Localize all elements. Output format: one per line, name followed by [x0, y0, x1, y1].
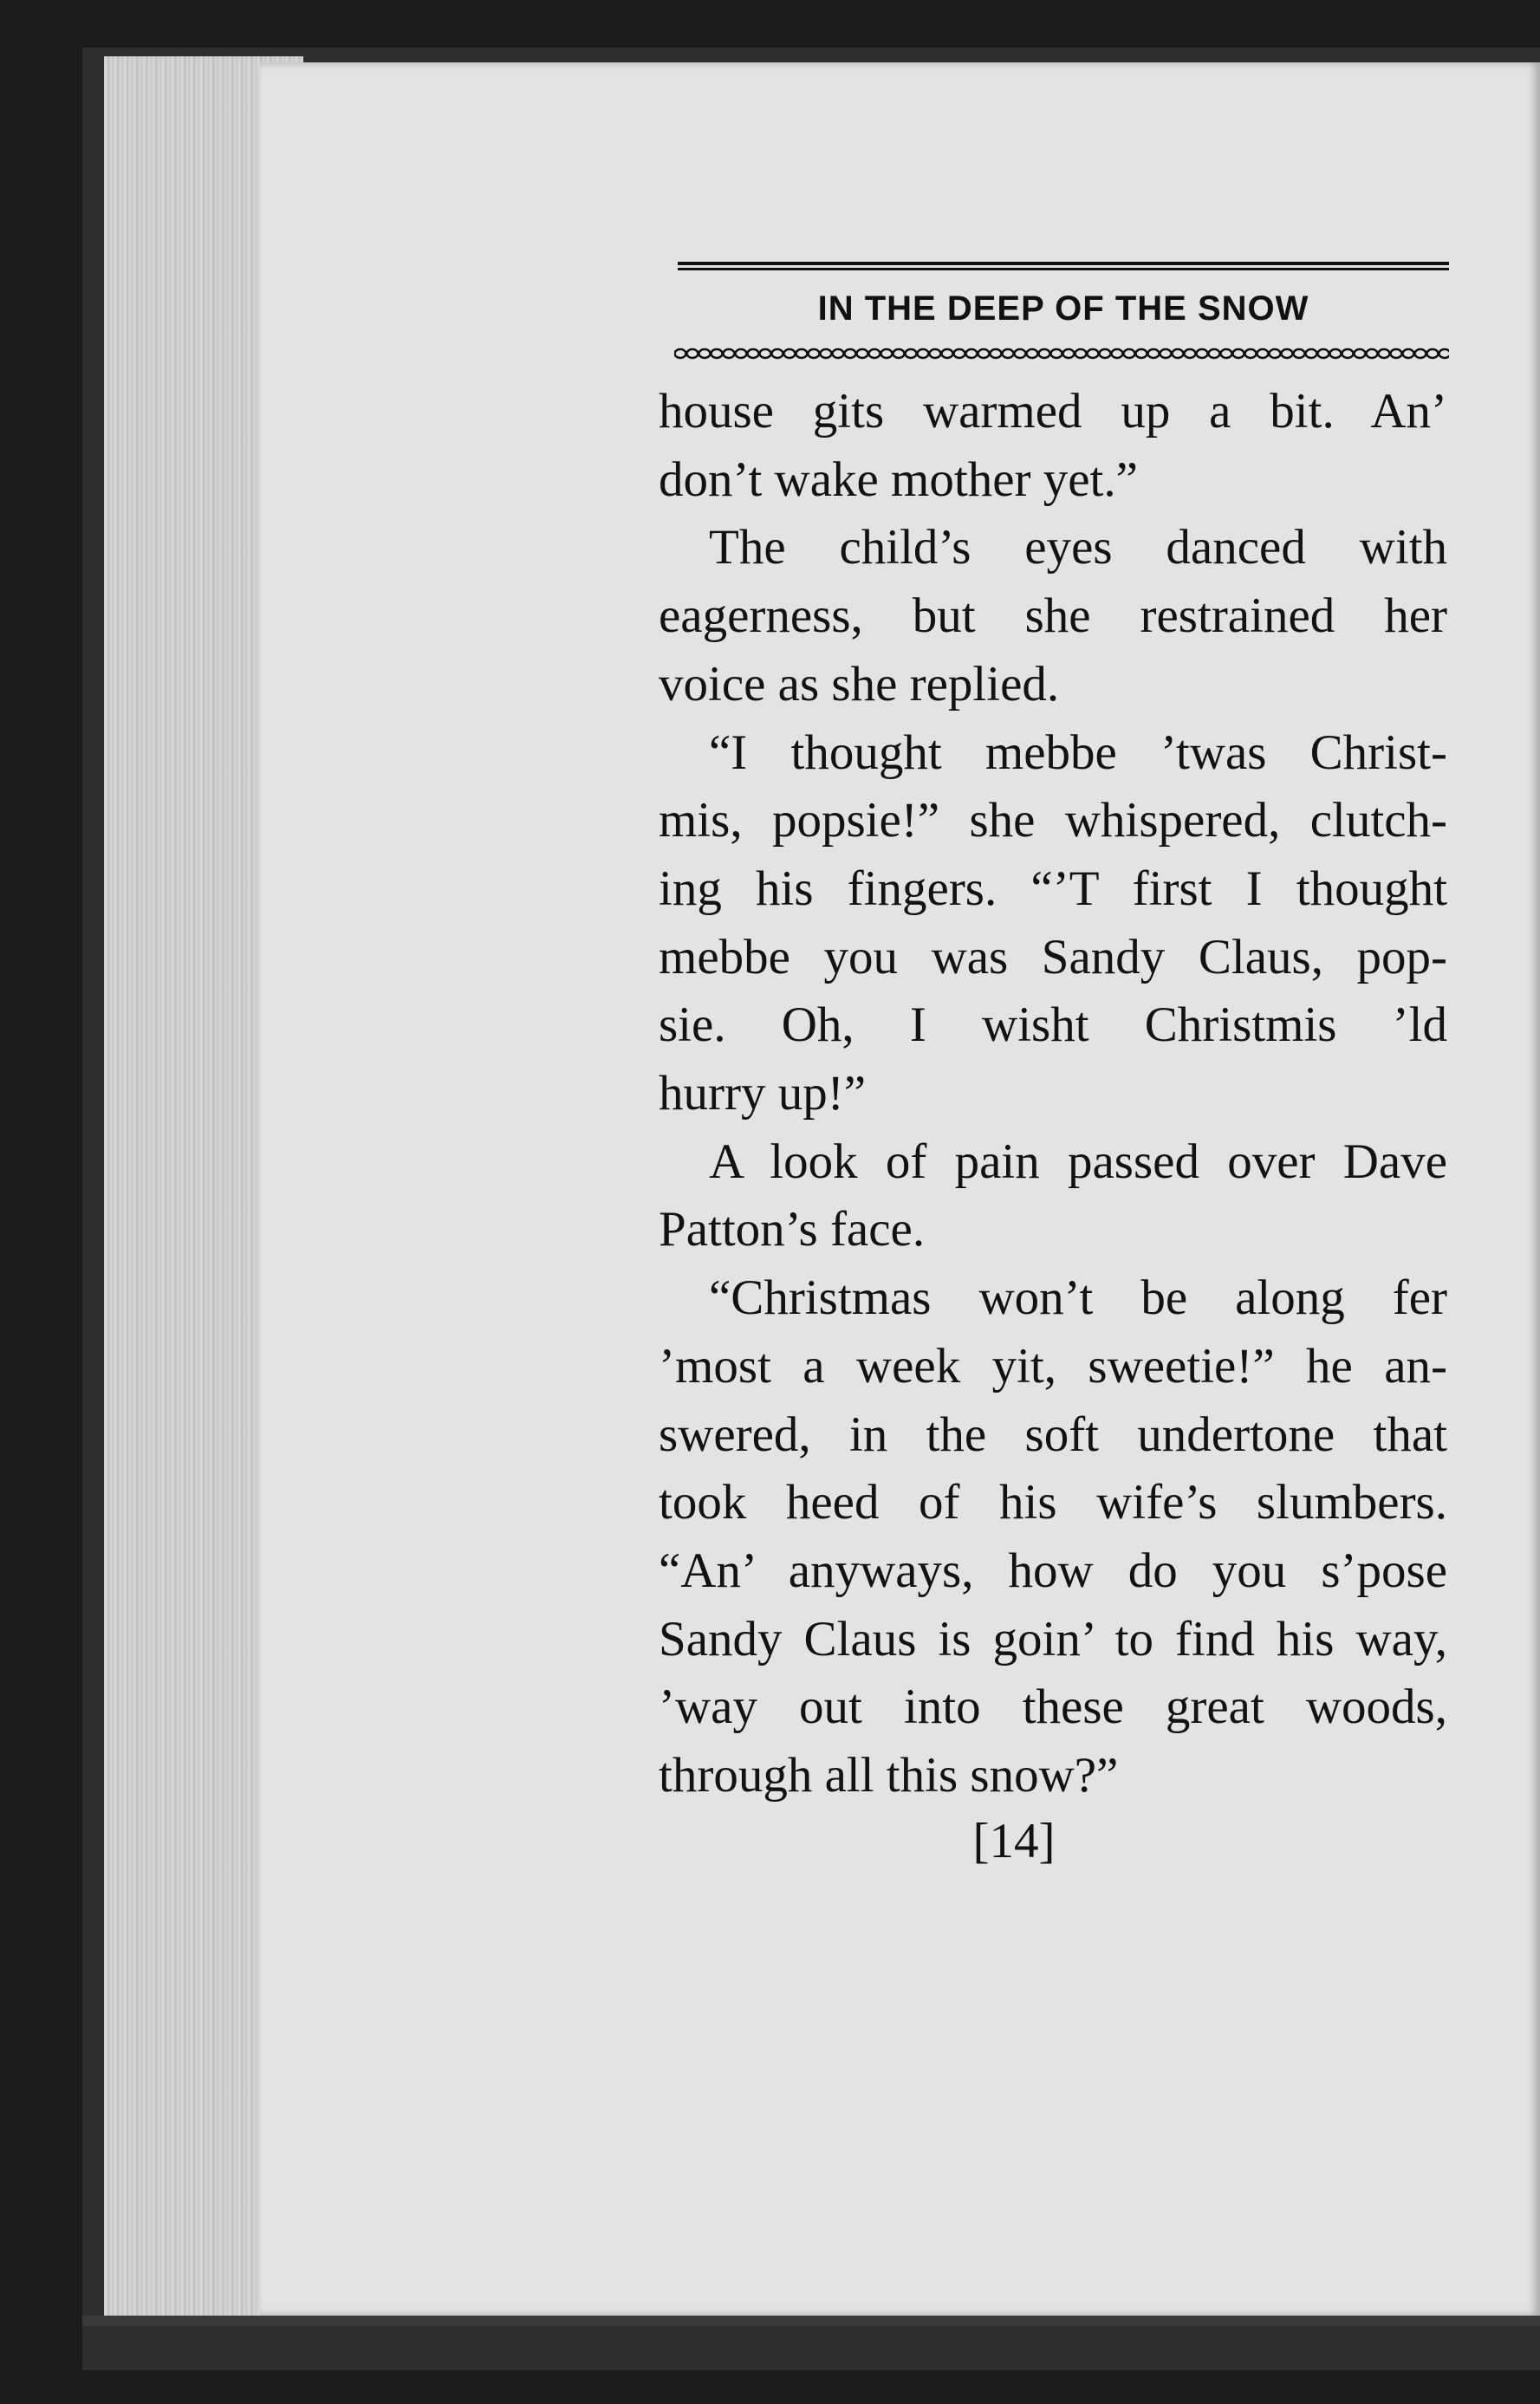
text-line: sie. Oh, I wisht Christmis ’ld — [659, 997, 1447, 1053]
text-line: eagerness, but she restrained her — [659, 588, 1447, 644]
text-line: “I thought mebbe ’twas Christ- — [709, 724, 1447, 780]
text-line: mebbe you was Sandy Claus, pop- — [659, 929, 1447, 984]
text-line: took heed of his wife’s slumbers. — [659, 1475, 1447, 1530]
text-line: voice as she replied. — [659, 656, 1060, 711]
header-rule — [678, 262, 1449, 270]
ornamental-chain-rule — [674, 345, 1449, 362]
text-line: A look of pain passed over Dave — [709, 1134, 1447, 1189]
text-line: house gits warmed up a bit. An’ — [659, 384, 1447, 439]
text-line: The child’s eyes danced with — [709, 520, 1447, 575]
text-line: “Christmas won’t be along fer — [709, 1270, 1447, 1326]
text-line: don’t wake mother yet.” — [659, 452, 1138, 507]
page-number: [14] — [972, 1814, 1056, 1868]
text-line: “An’ anyways, how do you s’pose — [659, 1543, 1447, 1598]
text-line: mis, popsie!” she whispered, clutch- — [659, 793, 1447, 848]
running-head: IN THE DEEP OF THE SNOW — [817, 289, 1309, 328]
text-line: hurry up!” — [659, 1066, 866, 1121]
text-line: ’way out into these great woods, — [659, 1680, 1447, 1735]
text-line: ’most a week yit, sweetie!” he an- — [659, 1338, 1447, 1394]
text-line: Sandy Claus is goin’ to find his way, — [659, 1611, 1447, 1667]
text-line: ing his fingers. “’T first I thought — [659, 861, 1447, 916]
text-line: Patton’s face. — [659, 1202, 926, 1257]
cover-bottom-edge — [82, 2316, 1540, 2326]
text-line: through all this snow?” — [659, 1748, 1119, 1803]
text-line: swered, in the soft undertone that — [659, 1407, 1447, 1462]
